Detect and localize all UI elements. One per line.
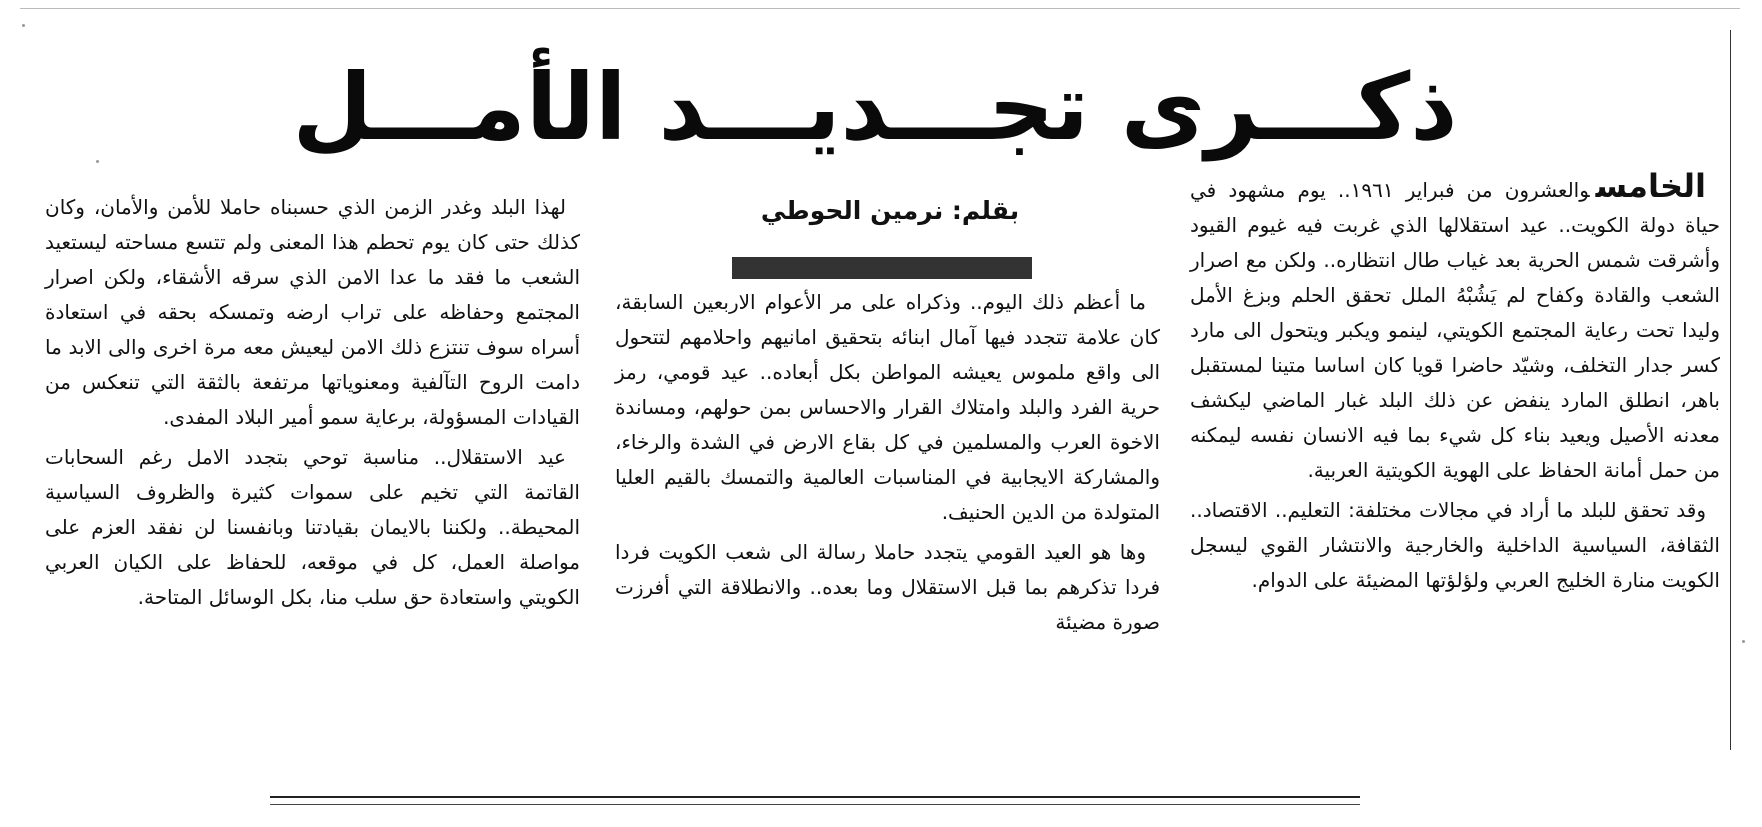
- bottom-rule-thin: [270, 804, 1360, 805]
- paragraph: [1190, 169, 1720, 488]
- scan-speck: [1742, 640, 1745, 643]
- byline: بقلم: نرمين الحوطي: [760, 196, 1020, 225]
- scan-speck: [96, 160, 99, 163]
- article-column-right: [1190, 167, 1720, 760]
- right-border: [1730, 30, 1731, 750]
- paragraph: وها هو العيد القومي يتجدد حاملا رسالة الى شعب الكويت فردا فردا تذكرهم بما قبل الاستقلال وما بعده.. والانطلاقة التي أفرزت صورة مضيئة: [615, 540, 1160, 634]
- headline: ذكـــرى تجـــديـــد الأمـــل: [292, 54, 1458, 161]
- byline-shaded-bar: [732, 257, 1032, 279]
- top-border: [20, 8, 1740, 9]
- article-column-left: [45, 190, 580, 760]
- paragraph-text: والعشرون من فبراير ١٩٦١.. يوم مشهود في حياة دولة الكويت.. عيد استقلالها الذي غربت فيه غيوم القيود وأشرقت شمس الحرية بعد غياب طال انتظاره.. ولكن مع اصرار الشعب والقادة وكفاح لم يَشُبْهُ الملل تحقق الحلم وبزغ الأمل وليدا تحت رعاية المجتمع الكويتي، لينمو ويكبر ويتحول الى مارد كسر جدار التخلف، وشيّد حاضرا قويا كان اساسا متينا لمستقبل باهر، انطلق المارد ينفض عن ذلك البلد غبار الماضي ليكشف معدنه الأصيل ويعيد بناء كل شيء بما فيه الانسان نفسه ليمكنه من حمل أمانة الحفاظ على الهوية الكويتية العربية.: [1190, 178, 1720, 482]
- bottom-rule: [270, 796, 1360, 798]
- paragraph: وقد تحقق للبلد ما أراد في مجالات مختلفة: التعليم.. الاقتصاد.. الثقافة، السياسية الداخلية والخارجية والانتشار القوي ليسجل الكويت منارة الخليج العربي ولؤلؤتها المضيئة على الدوام.: [1190, 498, 1720, 592]
- paragraph: عيد الاستقلال.. مناسبة توحي بتجدد الامل رغم السحابات القاتمة التي تخيم على سموات كثيرة والظروف السياسية المحيطة.. ولكننا بالايمان بقيادتنا وبانفسنا لن نفقد العزم على مواصلة العمل، كل في موقعه، للحفاظ على الكيان العربي الكويتي واستعادة حق سلب منا، بكل الوسائل المتاحة.: [45, 445, 580, 609]
- article-column-middle: [615, 285, 1160, 765]
- paragraph: ما أعظم ذلك اليوم.. وذكراه على مر الأعوام الاربعين السابقة، كان علامة تتجدد فيها آمال ابنائه بتحقيق امانيهم واحلامهم لتتحول الى واقع ملموس يعيشه المواطن بكل أبعاده.. عيد قومي، رمز حرية الفرد والبلد وامتلاك القرار والاحساس بمن حولهم، ومساندة الاخوة العرب والمسلمين في كل بقاع الارض في الشدة والرخاء، والمشاركة الايجابية في المناسبات العالمية والتمسك بالقيم العليا المتولدة من الدين الحنيف.: [615, 290, 1160, 524]
- scan-speck: [22, 24, 25, 27]
- lead-word: الخامس: [1595, 167, 1706, 205]
- paragraph: لهذا البلد وغدر الزمن الذي حسبناه حاملا للأمن والأمان، وكان كذلك حتى كان يوم تحطم هذا المعنى ولم تتسع مساحته ليستعيد الشعب ما فقد ما عدا الامن الذي سرقه الأشقاء، ولكن اصرار المجتمع وحفاظه على تراب ارضه وتمسكه بحقه في استعادة أسراه سوف تنتزع ذلك الامن ليعيش معه مرة اخرى والى الابد ما دامت الروح التآلفية ومعنوياتها مرتفعة بالثقة التي تنعكس من القيادات المسؤولة، برعاية سمو أمير البلاد المفدى.: [45, 195, 580, 429]
